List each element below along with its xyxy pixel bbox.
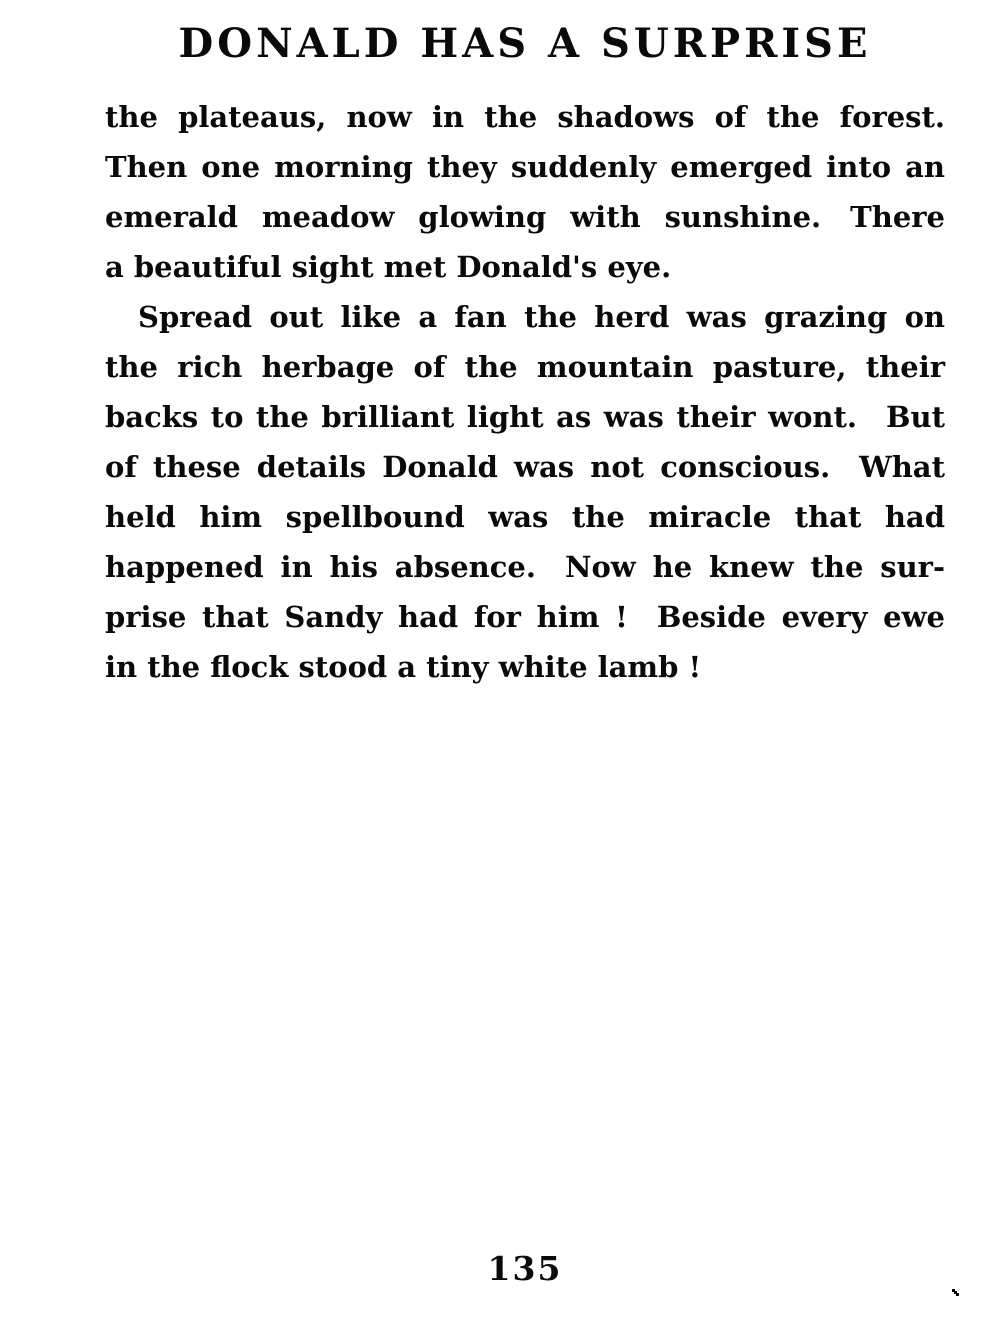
text-line: backs to the brilliant light as was their wont. But: [105, 400, 945, 434]
text-line: of these details Donald was not conscious. What: [105, 450, 945, 484]
paragraph-2: [105, 292, 945, 692]
text-line: a beautiful sight met Donald's eye.: [105, 250, 672, 284]
text-line: in the flock stood a tiny white lamb !: [105, 650, 702, 684]
text-line: Spread out like a fan the herd was grazing on: [138, 300, 945, 334]
text-line: the rich herbage of the mountain pasture, their: [105, 350, 945, 384]
text-line: the plateaus, now in the shadows of the forest.: [105, 100, 945, 134]
page-number: 135: [487, 1249, 563, 1288]
paragraph-1: [105, 92, 945, 292]
text-line: Then one morning they suddenly emerged into an: [105, 150, 945, 184]
running-head: DONALD HAS A SURPRISE: [178, 20, 872, 67]
text-line: happened in his absence. Now he knew the sur-: [105, 550, 945, 584]
text-line: held him spellbound was the miracle that had: [105, 500, 945, 534]
body-text: [105, 92, 945, 692]
text-line: prise that Sandy had for him ! Beside every ewe: [105, 600, 945, 634]
ink-speck: [952, 1289, 955, 1292]
text-line: emerald meadow glowing with sunshine. There: [105, 200, 945, 234]
